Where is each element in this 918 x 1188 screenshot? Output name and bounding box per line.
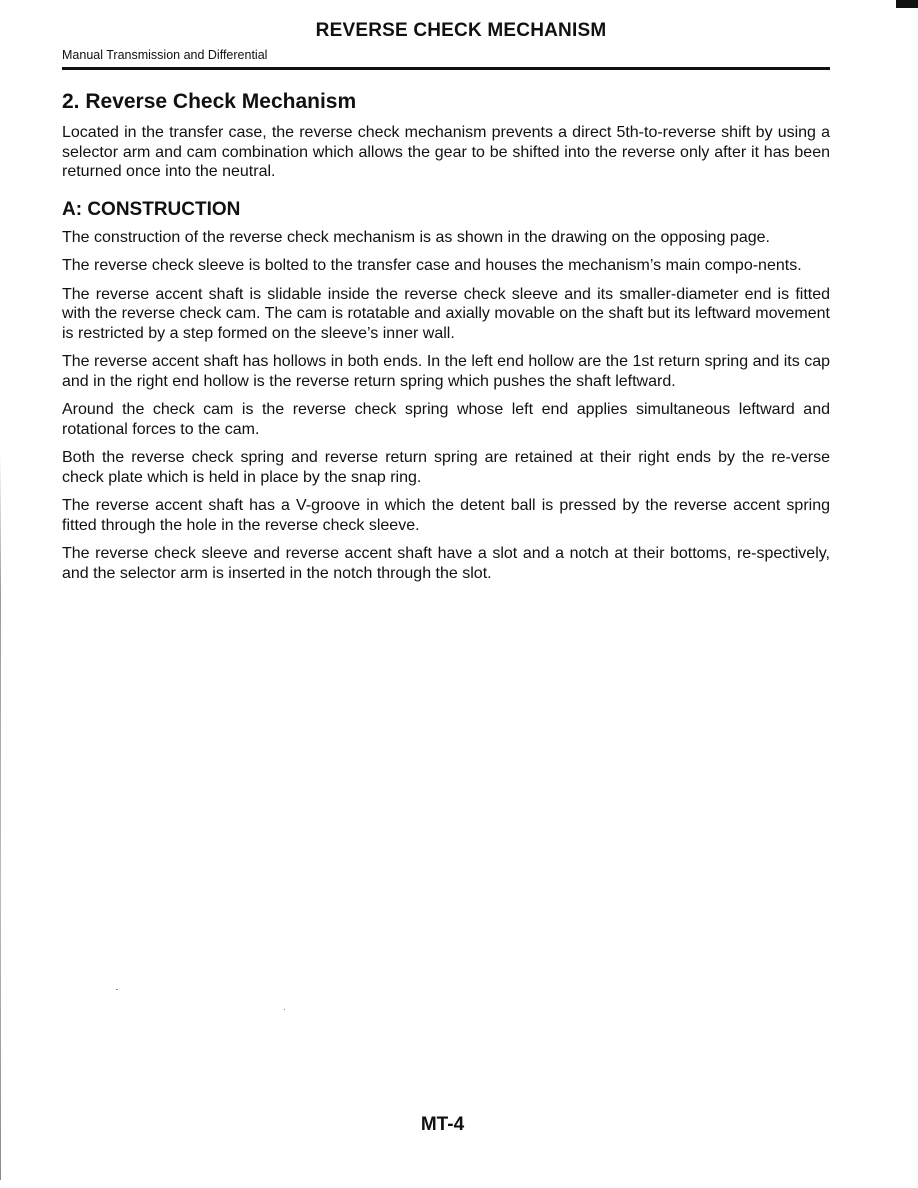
section-heading: 2. Reverse Check Mechanism [62, 90, 357, 113]
construction-paragraph-3: The reverse accent shaft is slidable inside the reverse check sleeve and its smaller-diameter end is fitted with the reverse check cam. The cam is rotatable and axially movable on the shaft but its leftward movement is restricted by a step formed on the sleeve’s inner wall. [62, 285, 830, 342]
page-title: REVERSE CHECK MECHANISM [315, 20, 607, 41]
manual-section-subtitle: Manual Transmission and Differential [62, 48, 268, 62]
header-divider [62, 67, 830, 70]
page-header [62, 18, 830, 70]
scan-edge-shadow [0, 450, 1, 1180]
construction-paragraph-8: The reverse check sleeve and reverse accent shaft have a slot and a notch at their bottoms, re-spectively, and the selector arm is inserted in the notch through the slot. [62, 545, 830, 582]
construction-paragraph-4: The reverse accent shaft has hollows in both ends. In the left end hollow are the 1st return spring and its cap and in the right end hollow is the reverse return spring which pushes the shaft leftward. [62, 353, 830, 390]
construction-heading: A: CONSTRUCTION [62, 198, 241, 220]
section-intro-paragraph: Located in the transfer case, the reverse check mechanism prevents a direct 5th-to-reverse shift by using a selector arm and cam combination which allows the gear to be shifted into the reverse only after it has been returned once into the neutral. [62, 124, 830, 180]
construction-paragraph-7: The reverse accent shaft has a V-groove in which the detent ball is pressed by the reverse accent spring fitted through the hole in the reverse check sleeve. [62, 497, 830, 534]
construction-paragraph-6: Both the reverse check spring and reverse return spring are retained at their right ends by the re-verse check plate which is held in place by the snap ring. [62, 449, 830, 486]
scan-speck [116, 989, 118, 990]
page-content [62, 88, 830, 592]
construction-paragraph-2: The reverse check sleeve is bolted to the transfer case and houses the mechanism’s main compo-nents. [62, 257, 802, 274]
construction-paragraph-5: Around the check cam is the reverse check spring whose left end applies simultaneous leftward and rotational forces to the cam. [62, 401, 830, 438]
construction-paragraph-1: The construction of the reverse check mechanism is as shown in the drawing on the opposing page. [62, 228, 770, 246]
page-number: MT-4 [420, 1114, 465, 1135]
scan-speck [284, 1009, 285, 1010]
corner-registration-mark [896, 0, 918, 8]
